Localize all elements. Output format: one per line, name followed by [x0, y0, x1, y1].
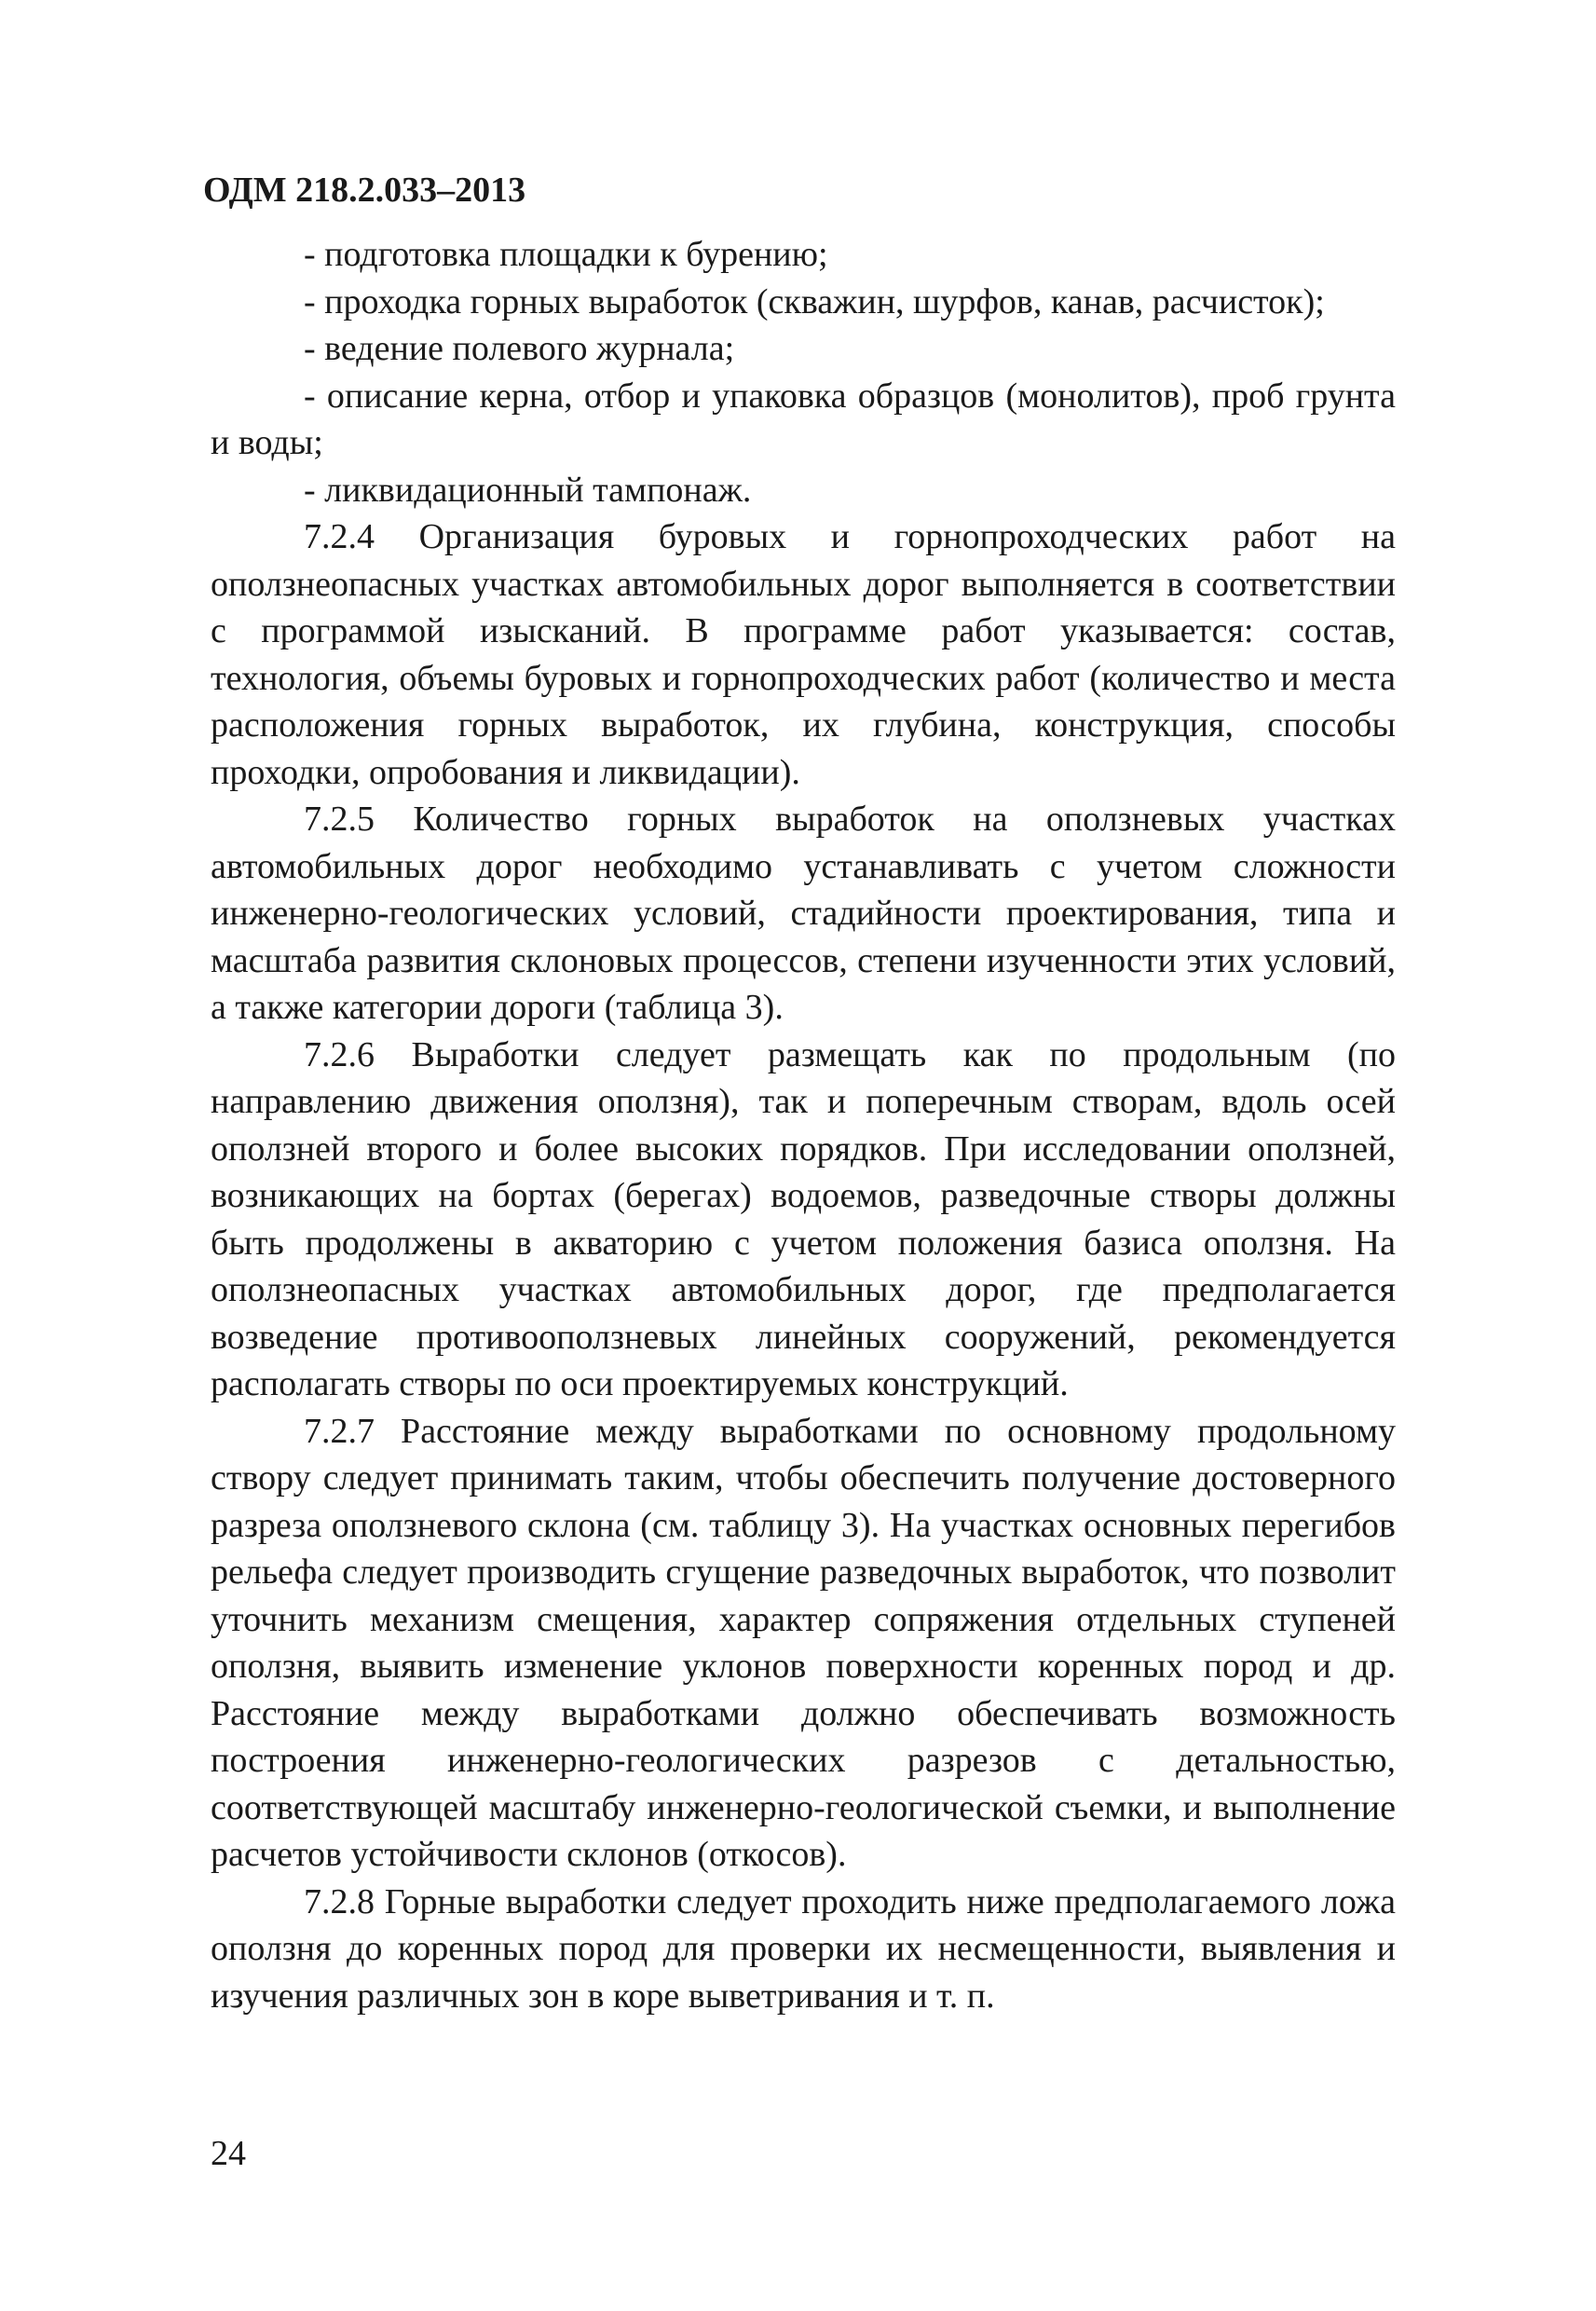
paragraph-7-2-8: 7.2.8 Горные выработки следует проходить ниже предполагаемого ложа оползня до коренных пород для проверки их несмещенности, выявления и изучения различных зон в коре выветривания и т. п.: [211, 1881, 1396, 2016]
paragraph-7-2-7: 7.2.7 Расстояние между выработками по основному продольному створу следует принимать таким, чтобы обеспечить получение достоверного разреза оползневого склона (см. таблицу 3). На участках основных перегибов рельефа следует производить сгущение разведочных выработок, что позволит уточнить механизм смещения, характер сопряжения отдельных ступеней оползня, выявить изменение уклонов поверхности коренных пород и др. Расстояние между выработками должно обеспечивать возможность построения инженерно-геологических разрезов с детальностью, соответствующей масштабу инженерно-геологической съемки, и выполнение расчетов устойчивости склонов (откосов).: [211, 1411, 1396, 1874]
list-item: - проходка горных выработок (скважин, шурфов, канав, расчисток);: [304, 281, 1325, 321]
paragraph-7-2-5: 7.2.5 Количество горных выработок на оползневых участках автомобильных дорог необходимо устанавливать с учетом сложности инженерно-геологических условий, стадийности проектирования, типа и масштаба развития склоновых процессов, степени изученности этих условий, а также категории дороги (таблица 3).: [211, 800, 1396, 1027]
list-item: - ликвидационный тампонаж.: [304, 470, 752, 510]
list-item: - описание керна, отбор и упаковка образцов (монолитов), проб грунта и воды;: [211, 376, 1396, 462]
paragraph-7-2-4: 7.2.4 Организация буровых и горнопроходческих работ на оползнеопасных участках автомобильных дорог выполняется в соответствии с программой изысканий. В программе работ указывается: состав, технология, объемы буровых и горнопроходческих работ (количество и места расположения горных выработок, их глубина, конструкция, способы проходки, опробования и ликвидации).: [211, 517, 1396, 792]
document-code: ОДМ 218.2.033–2013: [203, 171, 526, 210]
page-number: 24: [211, 2134, 246, 2173]
list-item: - подготовка площадки к бурению;: [304, 235, 828, 274]
list-item: - ведение полевого журнала;: [304, 329, 735, 368]
paragraph-7-2-6: 7.2.6 Выработки следует размещать как по продольным (по направлению движения оползня), так и поперечным створам, вдоль осей оползней второго и более высоких порядков. При исследовании оползней, возникающих на бортах (берегах) водоемов, разведочные створы должны быть продолжены в акваторию с учетом положения базиса оползня. На оползнеопасных участках автомобильных дорог, где предполагается возведение противооползневых линейных сооружений, рекомендуется располагать створы по оси проектируемых конструкций.: [211, 1034, 1396, 1403]
page-body: [211, 231, 1396, 2019]
